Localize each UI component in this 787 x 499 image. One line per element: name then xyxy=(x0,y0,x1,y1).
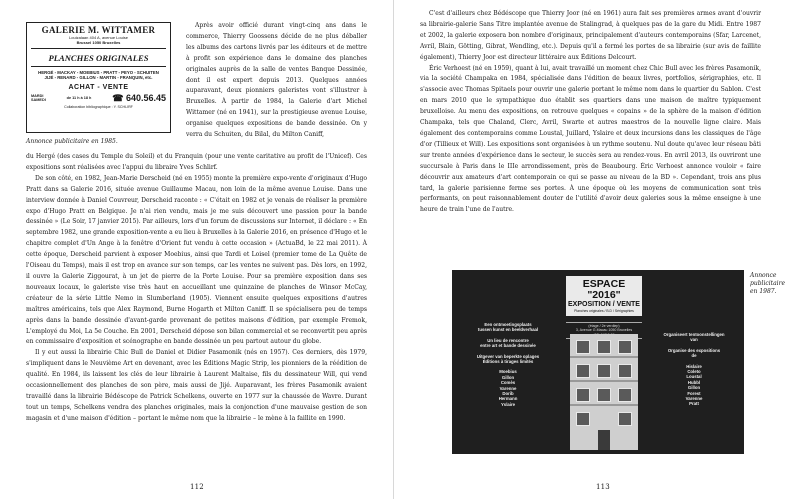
poster-right-block-2: Organise des expositions de xyxy=(667,347,721,359)
poster-address: (étage / 2e verdiep) 3, Avenue G.Macau 1050 Bruxelles xyxy=(566,322,642,339)
poster-right-column xyxy=(648,332,740,407)
poster-right-names: Hislaire Coleto Loustal Hubbl Gillon Forest Varenne Pratt xyxy=(685,363,703,407)
poster-left-block-4: Éditions à tirages limités xyxy=(482,359,534,365)
right-body xyxy=(420,9,761,216)
ad-headline: PLANCHES ORIGINALES xyxy=(48,53,149,63)
ad-phone: ☎ 640.56.45 xyxy=(112,92,166,103)
ad-footer: Collaboration bibliographique : Y. SCHLIRF xyxy=(64,104,133,109)
ad-names-1: HERGÉ - MACKAY - MOEBIUS - PRATT - PEYO - SCHUITEN xyxy=(38,70,159,75)
ad-contact-row xyxy=(31,93,166,104)
ad-gallery-name: GALERIE M. WITTAMER xyxy=(41,25,156,35)
poster-left-column xyxy=(456,322,560,407)
page-number: 112 xyxy=(190,483,204,491)
poster-left-block-2: Un lieu de rencontre entre art et bande dessinée xyxy=(480,337,536,349)
ad-days: MARDI SAMEDI xyxy=(31,93,46,103)
left-body xyxy=(26,152,367,425)
paragraph: De son côté, en 1982, Jean-Marie Derscheid (né en 1955) monte la première expo-vente d'originaux d'Hugo Pratt dans sa Galerie 2016, située avenue Guillaume Macau, non loin de la même avenue Louise. Dans une interview donnée à Daniel Couvreur, Derscheid raconte : « C'était en 1982 et je venais de réaliser la première expo d'Hugo Pratt en Belgique. Je n'ai rien vendu, mais je me suis découvert une passion pour la bande dessinée » (Le Soir, 17 janvier 2015). Par ailleurs, lors d'un forum de discussions sur Internet, il déclare : « En septembre 1982, une grande exposition-vente a eu lieu à Bruxelles à la Galerie 2016, en présence d'Hugo et le chapitre complet d'Un Ange à la fenêtre d'Orient fut vendu à cette occasion » (ActuaBd, le 22 mai 2011). À cette époque, Derscheid parvient à exposer Moebius, ainsi que Tardi et Loisel (premier tome de La Quête de l'Oiseau du Temps), mais il est trop en avance sur son temps, car les ventes ne suivent pas. Dès lors, en 1992, il ouvre la Galerie Ziggourat, à un jet de pierre de la Porte Louise. Pour sa première exposition dans ses nouveaux locaux, le galeriste vise très haut en accueillant une quinzaine de planches de Winsor McCay, créateur de la série Little Nemo in Slumberland (1905). Viennent ensuite quelques expositions d'autres maîtres américains, tels que Alex Raymond, Burne Hogarth et Milton Caniff. Il se spécialisera peu de temps après dans la bande dessinée d'avant-garde provenant de petites maisons d'édition, par exemple Fremok, L'employé du Moi, La 5e Couche. En 2001, Derscheid dépose son bilan commercial et se reconvertit peu après en commissaire d'exposition et scénographe en bande dessinée un peu partout autour du globe. xyxy=(26,174,367,346)
espace-2016-poster xyxy=(452,270,744,454)
poster-title-2: EXPOSITION / VENTE xyxy=(568,301,640,308)
left-column-top xyxy=(186,21,367,141)
ad-names-2: JIJÉ - RENARD - GILLON - MARTIN - FRANQUIN, etc. xyxy=(44,75,153,81)
paragraph: Il y eut aussi la librairie Chic Bull de Daniel et Didier Pasamonik (nés en 1957). Ces derniers, dès 1979, s'impliquent dans le Neuvième Art en devenant, avec les Éditions Magic Strip, les pionniers de la réédition de qualité. En 1984, ils laissent les clés de leur librairie à Laurent Maltaise, fils du dessinateur Will, qui vend occasionnellement des planches de son père, mais aussi de Jijé. Auparavant, les frères Pasamonik avaient travaillé dans la librairie Bédéscope de Patrick Schelkens, ouverte en 1977 sur la chaussée de Wavre. Durant tout un temps, Schelkens vendra des planches originales, mais la conjonction d'une mauvaise gestion de son magasin et d'une maison d'édition – portant le même nom que la librairie – le mène à la faillite en 1990. xyxy=(26,349,367,422)
paragraph: Éric Verhoest (né en 1959), quant à lui, avait travaillé un moment chez Chic Bull avec les frères Pasamonik, via la société Champaka en 1984, spécialisée dans l'édition de beaux livres, portfolios, sérigraphies, etc. Il s'associe avec Thomas Spitaels pour ouvrir une galerie portant le même nom dans le quartier du Sablon. C'est en mars 2010 que le sympathique duo établit ses quartiers dans une maison de maître typiquement bruxelloise. Au menu des expositions, on retrouve quelques « copains » de la sphère de la maison d'édition Champaka, tels que Chaland, Clerc, Avril, Swarte et autres maestros de la nouvelle ligne claire. Mais également des contemporains comme Loustal, Juillard, Yslaire et deux incursions dans les classiques de l'âge d'or (Tillieux et Will). Les expositions sont organisées à un rythme soutenu. Nul doute qu'avec leur réseau bâti sur trente années d'expérience dans le secteur, le succès sera au rendez-vous. En avril 2013, ils ouvriront une succursale à Paris dans le IIIe arrondissement, près de Beaubourg. Éric Verhoest annonce voulоir « faire découvrir aux amateurs d'art contemporain ce qui se passe au niveau de la BD ». Cependant, trois ans plus tard, la galerie parisienne ferme ses portes. À une époque où les moyens de communication sont très performants, on peut raisonnablement douter de l'utilité d'avoir deux galeries sous la même enseigne à une heure de train l'une de l'autre. xyxy=(420,64,761,214)
ad-hours: de 11 h à 18 h xyxy=(66,96,92,101)
poster-left-block-3: Uitgever van beperkte oplages xyxy=(476,353,540,359)
paragraph: du Hergé (des cases du Temple du Soleil) et du Franquin (pour une vente caritative au profit de l'Unicef). Ces expositions sont réalisées avec l'appui du libraire Yves Schlirf. xyxy=(26,153,367,171)
poster-left-names: Moebius Gillon Comès Varenne Dorib Hermann Yslaire xyxy=(498,369,518,407)
page-number: 113 xyxy=(596,483,610,491)
paragraph: Après avoir officié durant vingt-cinq ans dans le commerce, Thierry Goossens décide de ne plus déballer les albums des cartons livrés par les éditeurs et de mettre à profit son expérience dans le domaine des planches originales auprès de la salle de ventes Banque Dessinée, dont il est expert depuis 2013. Quelques années auparavant, deux pionniers galeristes vont s'illustrer à Bruxelles. À partir de 1984, la Galerie d'art Michel Wittamer (né en 1941), sur la prestigieuse avenue Louise, organise quelques expositions de bande dessinée. On y verra du Schuiten, du Bilal, du Milton Caniff, xyxy=(186,22,367,139)
ad-achat-vente: ACHAT - VENTE xyxy=(68,83,129,91)
poster-left-block-1: Een ontmoetingsplaats tussen kunst en beeldverhaal xyxy=(477,322,539,333)
left-page xyxy=(0,0,393,499)
ad-divider xyxy=(31,48,166,49)
poster-right-block-1: Organiseert tentoonstellingen van xyxy=(663,332,725,343)
poster-title-3: Planches originales / B.D / Sérigraphies xyxy=(574,309,634,313)
poster-title-1: ESPACE "2016" xyxy=(582,278,626,301)
right-page xyxy=(394,0,787,499)
ad-caption: Annonce publicitaire en 1985. xyxy=(26,138,118,145)
ad-divider xyxy=(31,66,166,67)
paragraph: C'est d'ailleurs chez Bédéscope que Thierry Joor (né en 1961) aura fait ses premières armes avant d'ouvrir sa librairie-galerie Sans Titre implantée avenue de Stalingrad, à quelques pas de la gare du Midi. Entre 1987 et 2002, la galerie exposera bon nombre d'originaux, principalement d'auteurs contemporains (Sfar, Larcenet, Avril, Blain, Götting, Gibrat, Wendling, etc.). Depuis qu'il a fermé les portes de sa librairie (sur avis de faillite également), Thierry Joor est directeur littéraire aux Éditions Delcourt. xyxy=(420,10,761,61)
wittamer-advertisement xyxy=(26,22,171,133)
poster-caption: Annonce publicitaire en 1987. xyxy=(750,272,785,295)
ad-address-2: Brussel 1050 Bruxelles xyxy=(76,40,121,45)
poster-building-photo xyxy=(570,334,638,450)
ad-address-1: Louizalaan 404 A, avenue Louise xyxy=(69,35,128,40)
poster-title-box xyxy=(566,276,642,316)
